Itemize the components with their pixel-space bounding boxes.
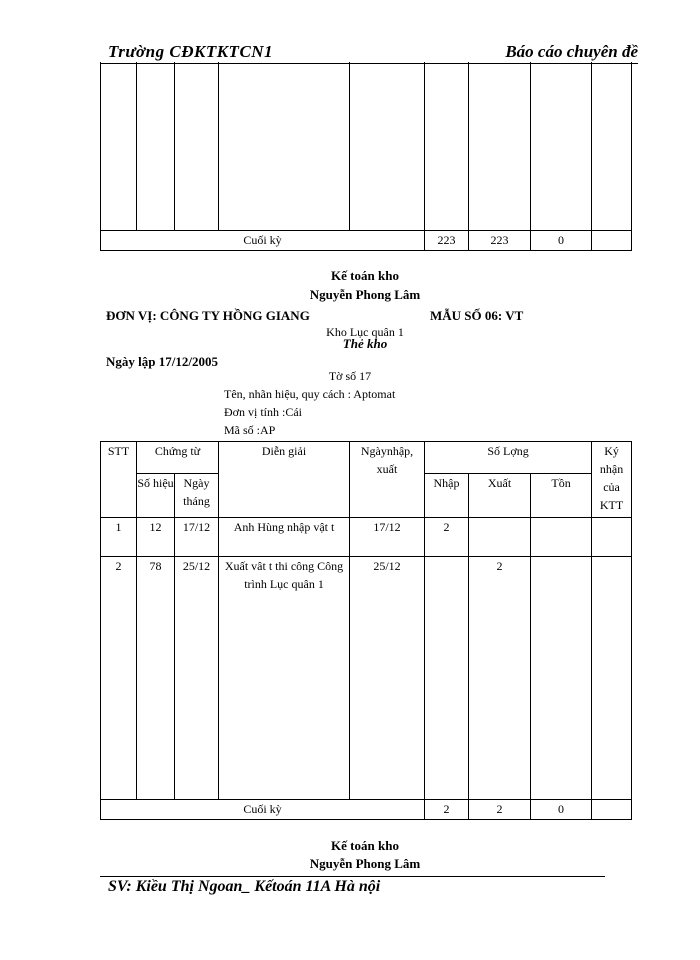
cell-ton: [531, 557, 592, 800]
cell-xuat: [469, 518, 531, 557]
signature-role: Kế toán kho: [331, 268, 399, 283]
col-xuat: Xuất: [469, 474, 531, 518]
col-so-hieu: Số hiệu: [137, 474, 175, 518]
cell-stt: 1: [101, 518, 137, 557]
table-row: [101, 230, 632, 250]
cell-stt: 2: [101, 557, 137, 800]
table-row: [101, 800, 632, 820]
created-date: Ngày lập 17/12/2005: [106, 354, 218, 369]
signature-name: Nguyễn Phong Lâm: [309, 856, 421, 871]
unit-name: ĐƠN VỊ: CÔNG TY HỒNG GIANG: [106, 308, 310, 323]
col-ton: Tồn: [531, 474, 592, 518]
col-ngay-thang: Ngày tháng: [175, 474, 219, 518]
sheet-number: Tờ số 17: [328, 369, 372, 383]
signature-name: Nguyễn Phong Lâm: [309, 287, 421, 302]
footer-divider: [100, 876, 605, 877]
end-xuat: 223: [469, 230, 531, 250]
col-ngay-nhap-xuat: Ngàynhập, xuất: [350, 442, 425, 518]
end-nhap: 223: [425, 230, 469, 250]
cell-dien-giai: Anh Hùng nhập vật t: [219, 518, 350, 557]
col-dien-giai: Diễn giải: [219, 442, 350, 518]
col-chung-tu: Chứng từ: [137, 442, 219, 474]
school-name: Trường CĐKTKTCN1: [108, 42, 274, 61]
stock-card-table: [100, 441, 632, 820]
cell-nhap: [425, 557, 469, 800]
end-label: Cuối kỳ: [101, 230, 425, 250]
item-spec: Tên, nhãn hiệu, quy cách : Aptomat: [224, 387, 396, 401]
cell-so-hieu: 12: [137, 518, 175, 557]
unit-of-measure: Đơn vị tính :Cái: [224, 405, 303, 419]
cell-ngay-nx: 17/12: [350, 518, 425, 557]
table-row: [101, 518, 632, 557]
end-ton: 0: [531, 800, 592, 820]
cell-xuat: 2: [469, 557, 531, 800]
signature-role: Kế toán kho: [331, 838, 399, 853]
end-ton: 0: [531, 230, 592, 250]
student-footer: SV: Kiều Thị Ngoan_ Kếtoán 11A Hà nội: [108, 878, 381, 895]
cell-ngay-nx: 25/12: [350, 557, 425, 800]
cell-ngay: 25/12: [175, 557, 219, 800]
table-row: [101, 62, 632, 230]
cell-nhap: 2: [425, 518, 469, 557]
cell-dien-giai: Xuất vât t thi công Công trình Lục quân 1: [219, 557, 350, 800]
table-row: [101, 557, 632, 800]
card-title: Thẻ kho: [342, 336, 388, 351]
item-code: Mã số :AP: [224, 423, 276, 437]
header-row: [101, 442, 632, 474]
end-xuat: 2: [469, 800, 531, 820]
report-title: Báo cáo chuyên đề: [505, 42, 638, 61]
end-label: Cuối kỳ: [101, 800, 425, 820]
previous-stock-table: [100, 62, 632, 251]
form-number: MẪU SỐ 06: VT: [430, 308, 524, 323]
cell-ngay: 17/12: [175, 518, 219, 557]
end-nhap: 2: [425, 800, 469, 820]
cell-so-hieu: 78: [137, 557, 175, 800]
cell-ton: [531, 518, 592, 557]
warehouse-name: Kho Lục quân 1: [326, 325, 404, 339]
col-so-luong: Số Lợng: [425, 442, 592, 474]
col-ky-nhan: Ký nhận của KTT: [592, 442, 632, 518]
col-stt: STT: [101, 442, 137, 518]
col-nhap: Nhập: [425, 474, 469, 518]
